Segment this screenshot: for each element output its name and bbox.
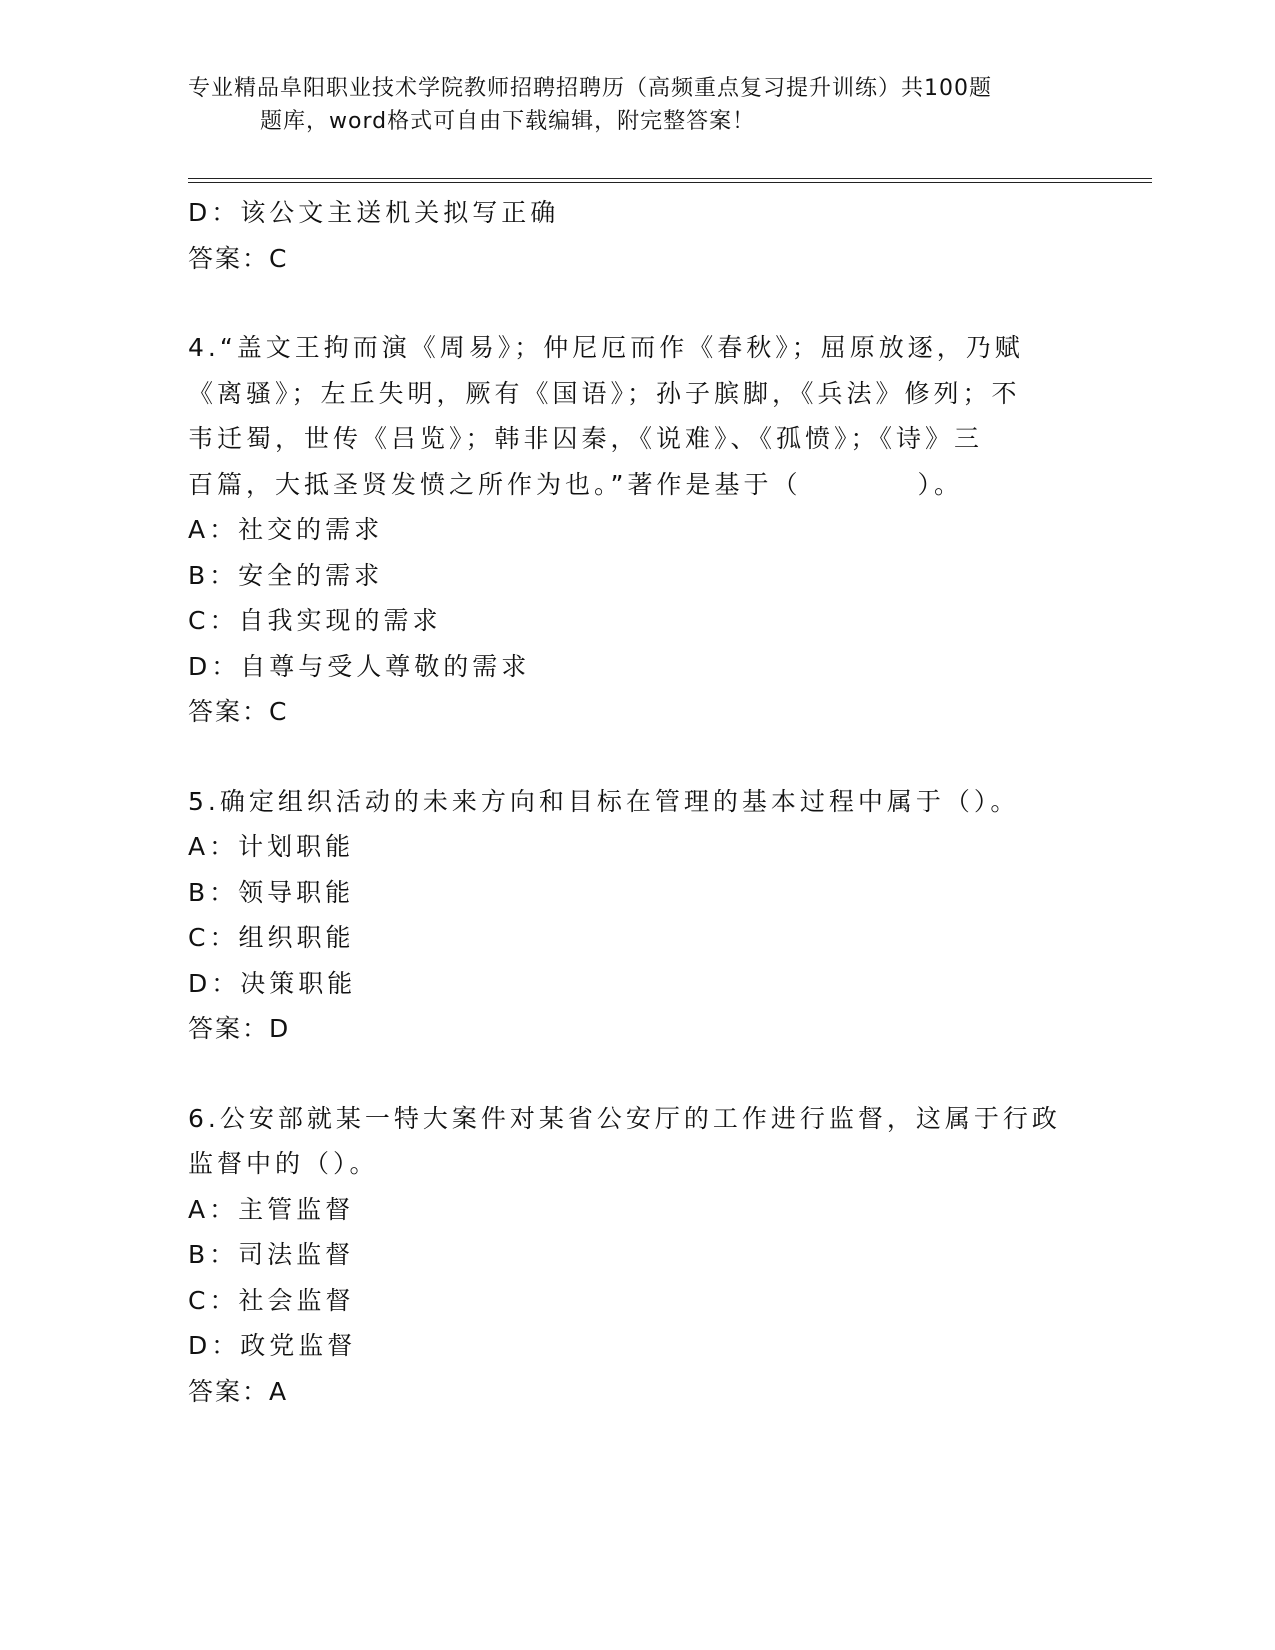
- option-d: D：该公文主送机关拟写正确: [188, 198, 560, 227]
- option-b: B：安全的需求: [188, 560, 384, 590]
- document-body: [188, 190, 1068, 1414]
- header-divider-bottom: [188, 182, 1152, 183]
- question-stem-line: 韦迁蜀，世传《吕览》；韩非囚秦，《说难》、《孤愤》；《诗》三: [188, 424, 984, 453]
- question-stem-line: 《离骚》；左丘失明，厥有《国语》；孙子膑脚，《兵法》修列；不: [188, 378, 1021, 408]
- option-d: D：自尊与受人尊敬的需求: [188, 651, 531, 681]
- answer: 答案：A: [188, 1376, 289, 1406]
- question-gap: [188, 1052, 1068, 1096]
- question-stem-line: 5.确定组织活动的未来方向和目标在管理的基本过程中属于（）。: [188, 786, 1020, 816]
- header-title-line-1: 专业精品阜阳职业技术学院教师招聘招聘历（高频重点复习提升训练）共100题: [188, 76, 992, 101]
- header-divider-top: [188, 178, 1152, 179]
- option-a: A：计划职能: [188, 832, 355, 861]
- question-gap: [188, 281, 1068, 325]
- option-c: C：社会监督: [188, 1285, 355, 1315]
- question-3-tail: [188, 190, 1068, 281]
- header-title-line-2: 题库，word格式可自由下载编辑，附完整答案！: [260, 109, 756, 134]
- question-6: [188, 1096, 1068, 1415]
- question-4: [188, 325, 1068, 735]
- option-a: A：主管监督: [188, 1194, 355, 1224]
- answer: 答案：C: [188, 697, 289, 726]
- option-c: C：自我实现的需求: [188, 606, 442, 635]
- question-stem-line: 6.公安部就某一特大案件对某省公安厅的工作进行监督，这属于行政: [188, 1103, 1061, 1133]
- document-header: [188, 72, 1068, 138]
- question-stem-line: 4.“盖文王拘而演《周易》；仲尼厄而作《春秋》；屈原放逐，乃赋: [188, 333, 1024, 362]
- option-b: B：领导职能: [188, 877, 355, 907]
- question-gap: [188, 735, 1068, 779]
- question-5: [188, 779, 1068, 1052]
- question-stem-line: 百篇，大抵圣贤发愤之所作为也。”著作是基于（ ）。: [188, 469, 963, 499]
- option-d: D：政党监督: [188, 1331, 357, 1360]
- answer: 答案：D: [188, 1014, 291, 1043]
- answer: 答案：C: [188, 243, 289, 273]
- option-d: D：决策职能: [188, 968, 357, 998]
- option-a: A：社交的需求: [188, 515, 384, 544]
- option-c: C：组织职能: [188, 923, 355, 952]
- question-stem-line: 监督中的（）。: [188, 1149, 379, 1178]
- option-b: B：司法监督: [188, 1240, 355, 1269]
